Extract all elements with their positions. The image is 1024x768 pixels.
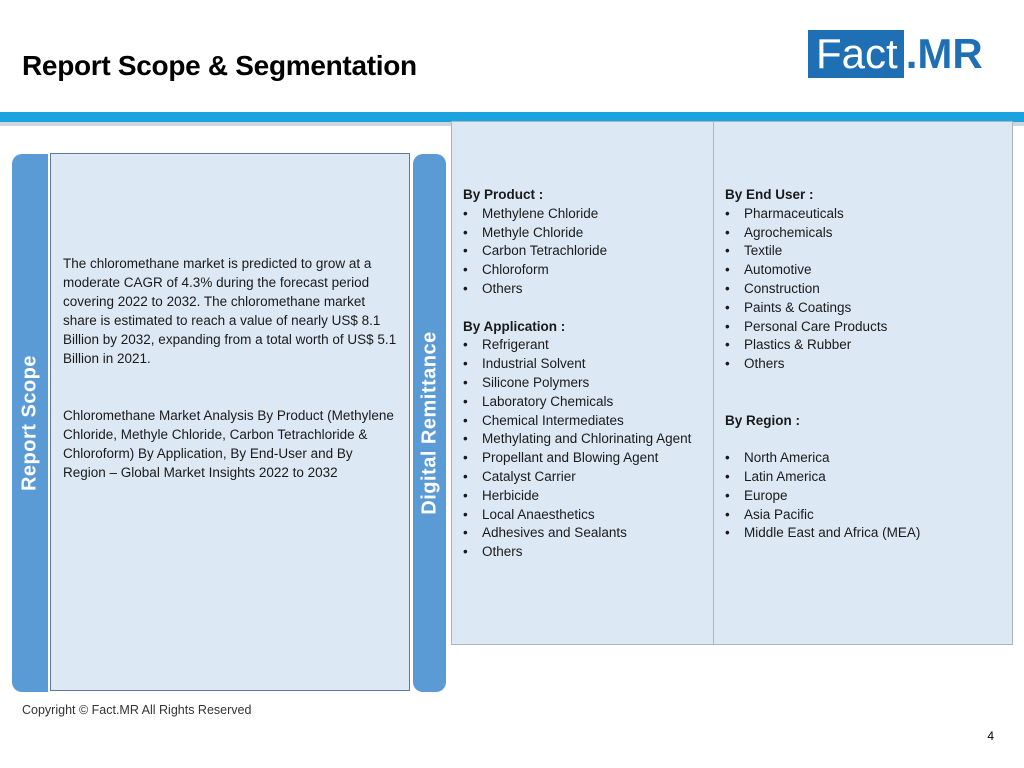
logo-rest-text: .MR [905,30,983,77]
list-item: • Automotive [725,261,1004,280]
list-item: • Textile [725,242,1004,261]
list-item: • Methylene Chloride [463,205,705,224]
list-item: • Asia Pacific [725,506,1004,525]
list-item: • Adhesives and Sealants [463,524,705,543]
page-title: Report Scope & Segmentation [22,50,417,81]
factmr-logo [808,30,983,78]
list-item: • Europe [725,487,1004,506]
scope-paragraph-analysis: Chloromethane Market Analysis By Product (Methylene Chloride, Methyle Chloride, Carbon Tetrachloride & Chloroform) By Application, By End-User and By Region – Global Market Insights 2022 to 2032 [63,408,394,480]
report-scope-label: Report Scope [18,354,41,492]
list-item: • Chemical Intermediates [463,412,705,431]
list-item: • Plastics & Rubber [725,336,1004,355]
list-item: • Middle East and Africa (MEA) [725,524,1004,543]
list-item: • Personal Care Products [725,318,1004,337]
list-item: • Methylating and Chlorinating Agent [463,430,705,449]
list-item: • Refrigerant [463,336,705,355]
list-item: • Local Anaesthetics [463,506,705,525]
segmentation-table [451,121,1013,645]
list-item: • Chloroform [463,261,705,280]
list-item: • Latin America [725,468,1004,487]
end-user-list [725,205,1004,374]
list-item: • Others [463,280,705,299]
list-item: • Herbicide [463,487,705,506]
list-item: • Propellant and Blowing Agent [463,449,705,468]
application-heading: By Application : [463,318,566,334]
scope-paragraph-market: The chloromethane market is predicted to grow at a moderate CAGR of 4.3% during the forecast period covering 2022 to 2032. The chloromethane market share is estimated to reach a value of nearly US$ 8.1 Billion by 2032, expanding from a total worth of US$ 5.1 Billion in 2021. [63,256,397,366]
list-item: • Paints & Coatings [725,299,1004,318]
product-list [463,205,705,299]
segmentation-column-left [452,122,714,644]
list-item: • Industrial Solvent [463,355,705,374]
list-item: • Laboratory Chemicals [463,393,705,412]
page-number: 4 [987,729,994,743]
segmentation-column-right [714,122,1012,644]
list-item: • Construction [725,280,1004,299]
region-heading: By Region : [725,412,801,428]
logo-box-text: Fact [808,30,904,78]
list-item: • Others [725,355,1004,374]
list-item: • Catalyst Carrier [463,468,705,487]
list-item: • Silicone Polymers [463,374,705,393]
application-list [463,336,705,562]
end-user-heading: By End User : [725,187,814,202]
list-item: • Agrochemicals [725,224,1004,243]
list-item: • Carbon Tetrachloride [463,242,705,261]
list-item: • North America [725,449,1004,468]
digital-remittance-tab [413,154,446,692]
report-scope-tab [12,154,48,692]
product-heading: By Product : [463,187,544,202]
list-item: • Others [463,543,705,562]
copyright-text: Copyright © Fact.MR All Rights Reserved [22,703,252,717]
region-list [725,449,1004,543]
report-scope-box [50,153,410,691]
list-item: • Methyle Chloride [463,224,705,243]
digital-remittance-label: Digital Remittance [418,331,440,515]
list-item: • Pharmaceuticals [725,205,1004,224]
